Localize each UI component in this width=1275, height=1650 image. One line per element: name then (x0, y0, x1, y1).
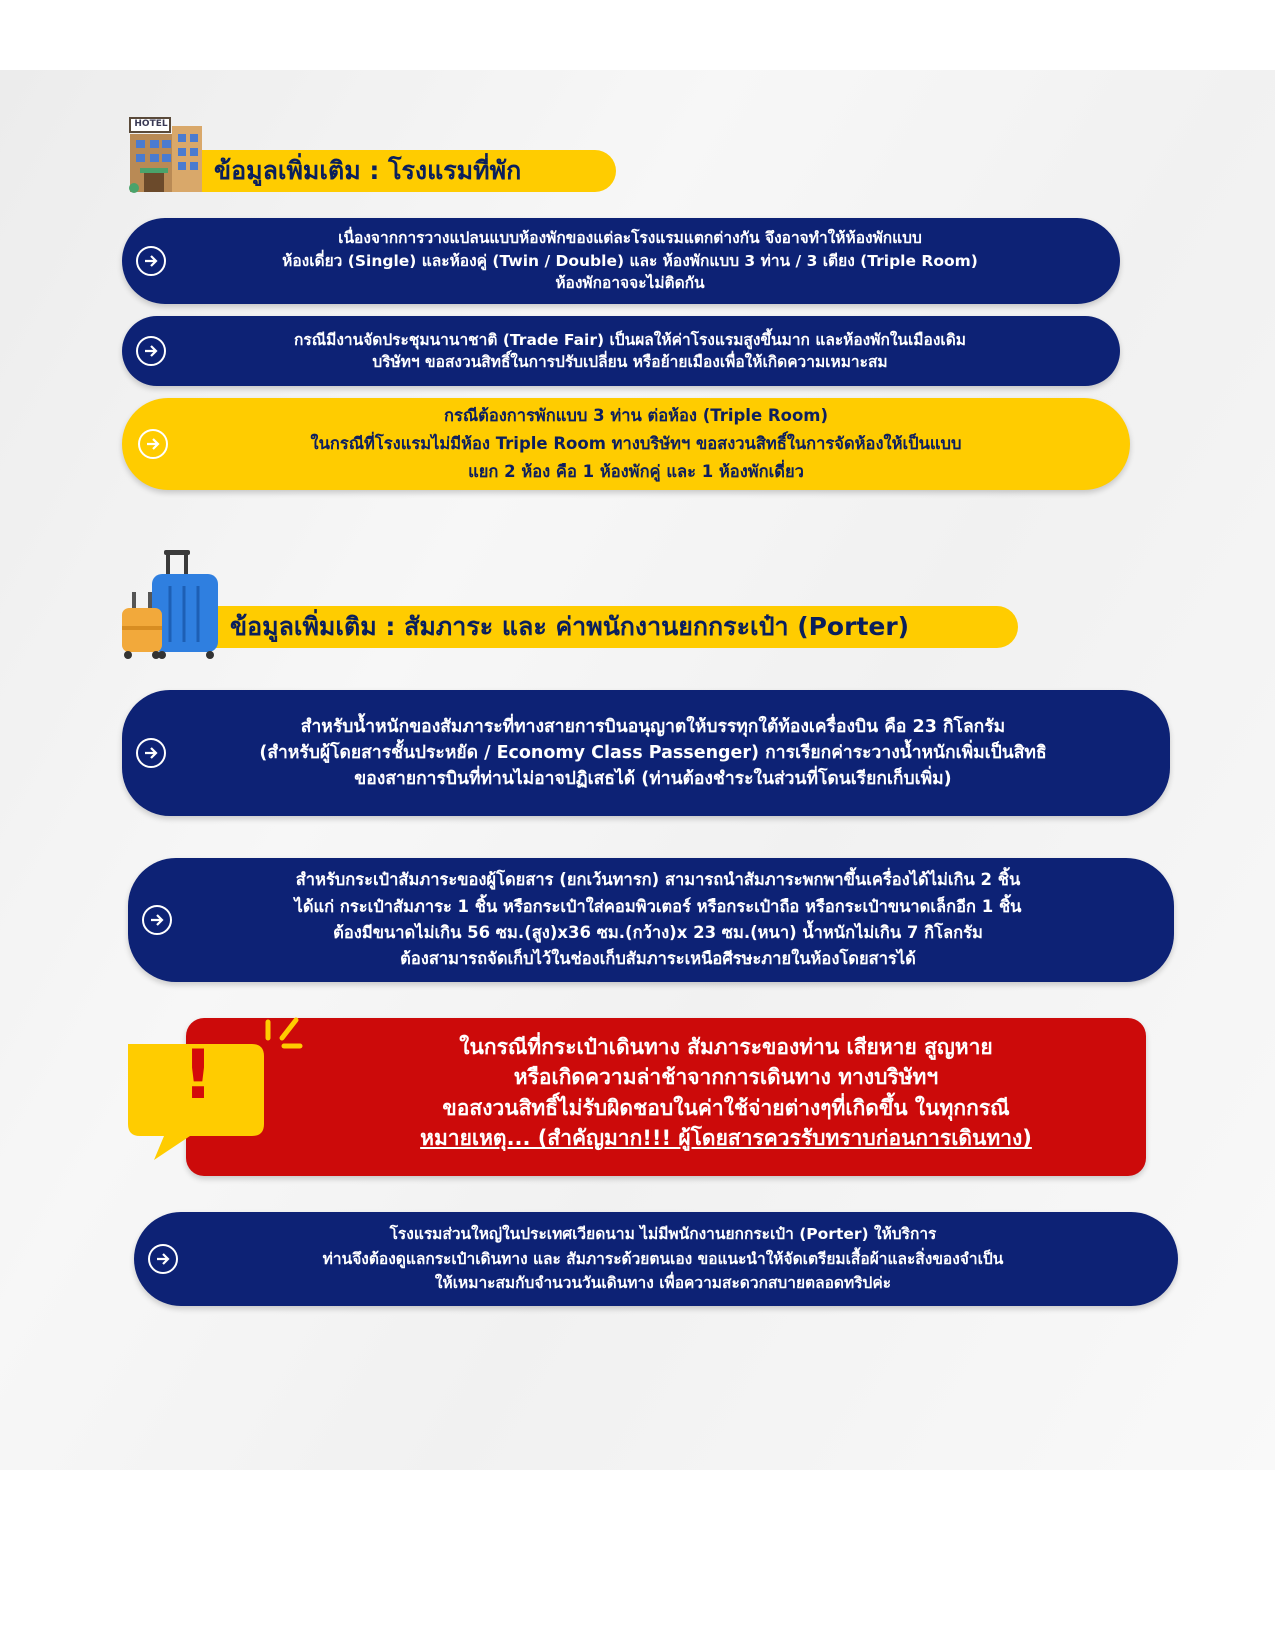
arrow-circle-icon (136, 246, 166, 276)
hotel-section-title: ข้อมูลเพิ่มเติม : โรงแรมที่พัก (196, 150, 616, 192)
item-line: ห้องพักอาจจะไม่ติดกัน (555, 274, 705, 293)
item-line: บริษัทฯ ขอสงวนสิทธิ์ในการปรับเปลี่ยน หรือย้ายเมืองเพื่อให้เกิดความเหมาะสม (372, 353, 888, 371)
item-line: ให้เหมาะสมกับจำนวนวันเดินทาง เพื่อความสะดวกสบายตลอดทริปค่ะ (434, 1274, 892, 1293)
warning-line: ขอสงวนสิทธิ์ไม่รับผิดชอบในค่าใช้จ่ายต่างๆที่เกิดขึ้น ในทุกกรณี (442, 1095, 1010, 1120)
arrow-circle-icon (136, 336, 166, 366)
item-line: ต้องมีขนาดไม่เกิน 56 ซม.(สูง)x36 ซม.(กว้าง)x 23 ซม.(หนา) น้ำหนักไม่เกิน 7 กิโลกรัม (333, 923, 983, 942)
item-line: ห้องเดี่ยว (Single) และห้องคู่ (Twin / Double) และ ห้องพักแบบ 3 ท่าน / 3 เตียง (Triple Room) (282, 251, 978, 270)
item-line: กรณีมีงานจัดประชุมนานาชาติ (Trade Fair) เป็นผลให้ค่าโรงแรมสูงขึ้นมาก และห้องพักในเมืองเดิม (294, 330, 966, 349)
warning-line: ในกรณีที่กระเป๋าเดินทาง สัมภาระของท่าน เสียหาย สูญหาย (459, 1035, 993, 1059)
item-line: (สำหรับผู้โดยสารชั้นประหยัด / Economy Class Passenger) การเรียกค่าระวางน้ำหนักเพิ่มเป็นสิทธิ (259, 742, 1047, 763)
item-line: ท่านจึงต้องดูแลกระเป๋าเดินทาง และ สัมภาระด้วยตนเอง ขอแนะนำให้จัดเตรียมเสื้อผ้าและสิ่งของจำเป็น (322, 1249, 1004, 1268)
hotel-info-item-2 (122, 316, 1120, 386)
hotel-info-item-1 (122, 218, 1120, 304)
item-line: สำหรับกระเป๋าสัมภาระของผู้โดยสาร (ยกเว้นทารก) สามารถนำสัมภาระพกพาขึ้นเครื่องได้ไม่เกิน 2 ชิ้น (295, 870, 1021, 890)
arrow-circle-icon (138, 429, 168, 459)
exclamation-mark: ! (182, 1036, 214, 1115)
arrow-circle-icon (148, 1244, 178, 1274)
item-line: แยก 2 ห้อง คือ 1 ห้องพักคู่ และ 1 ห้องพักเดี่ยว (468, 462, 804, 482)
hotel-info-item-3 (122, 398, 1130, 490)
warning-line: หรือเกิดความล่าช้าจากการเดินทาง ทางบริษัทฯ (513, 1065, 939, 1090)
warning-box (186, 1018, 1146, 1176)
luggage-info-item-1 (122, 690, 1170, 816)
item-line: โรงแรมส่วนใหญ่ในประเทศเวียดนาม ไม่มีพนักงานยกกระเป๋า (Porter) ให้บริการ (389, 1224, 937, 1243)
item-line: สำหรับน้ำหนักของสัมภาระที่ทางสายการบินอนุญาตให้บรรทุกใต้ท้องเครื่องบิน คือ 23 กิโลกรัม (300, 716, 1006, 737)
warning-note: หมายเหตุ... (สำคัญมาก!!! ผู้โดยสารควรรับทราบก่อนการเดินทาง) (420, 1126, 1032, 1151)
arrow-circle-icon (142, 905, 172, 935)
luggage-section-title: ข้อมูลเพิ่มเติม : สัมภาระ และ ค่าพนักงานยกกระเป๋า (Porter) (210, 606, 1018, 648)
hotel-sign-text: HOTEL (134, 119, 168, 129)
item-line: ในกรณีที่โรงแรมไม่มีห้อง Triple Room ทางบริษัทฯ ขอสงวนสิทธิ์ในการจัดห้องให้เป็นแบบ (310, 433, 962, 453)
suitcase-icon (118, 550, 224, 660)
arrow-circle-icon (136, 738, 166, 768)
luggage-info-item-2 (128, 858, 1174, 982)
item-line: เนื่องจากการวางแปลนแบบห้องพักของแต่ละโรงแรมแตกต่างกัน จึงอาจทำให้ห้องพักแบบ (338, 229, 922, 248)
item-line: ต้องสามารถจัดเก็บไว้ในช่องเก็บสัมภาระเหนือศีรษะภายในห้องโดยสารได้ (400, 949, 916, 969)
item-line: กรณีต้องการพักแบบ 3 ท่าน ต่อห้อง (Triple Room) (443, 405, 829, 425)
porter-info-item (134, 1212, 1178, 1306)
item-line: ของสายการบินที่ท่านไม่อาจปฏิเสธได้ (ท่านต้องชำระในส่วนที่โดนเรียกเก็บเพิ่ม) (354, 769, 952, 790)
item-line: ได้แก่ กระเป๋าสัมภาระ 1 ชิ้น หรือกระเป๋าใส่คอมพิวเตอร์ หรือกระเป๋าถือ หรือกระเป๋าขนาดเล็กอีก 1 ชิ้น (294, 896, 1022, 916)
